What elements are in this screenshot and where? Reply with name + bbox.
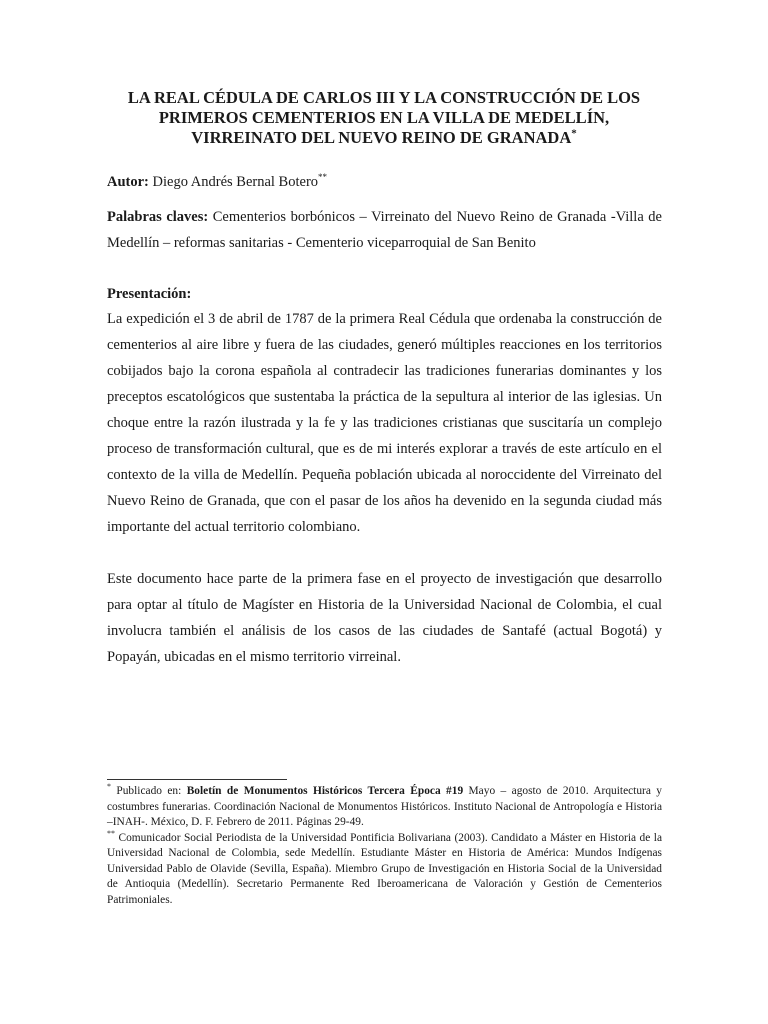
- keywords-label: Palabras claves:: [107, 209, 209, 225]
- body-paragraph-2: Este documento hace parte de la primera fase en el proyecto de investigación que desarrollo para optar al título de Magíster en Historia de la Universidad Nacional de Colombia, el cual involucra también el análisis de los casos de las ciudades de Santafé (actual Bogotá) y Popayán, ubicadas en el mismo territorio virreinal.: [107, 571, 662, 665]
- footnote-divider: [107, 779, 287, 780]
- footnote-1-mark: *: [107, 782, 111, 792]
- footnote-1-publication: Boletín de Monumentos Históricos Tercera Época #19: [186, 785, 464, 797]
- title-line-1: LA REAL CÉDULA DE CARLOS III Y LA CONSTRUCCIÓN DE LOS: [127, 88, 641, 107]
- author-label: Autor:: [107, 174, 149, 190]
- keywords: [107, 204, 662, 256]
- title-line-3: [96, 128, 672, 148]
- title-line-3-text: VIRREINATO DEL NUEVO REINO DE GRANADA: [191, 128, 572, 147]
- document-title: [96, 88, 672, 148]
- title-line-2: PRIMEROS CEMENTERIOS EN LA VILLA DE MEDELLÍN,: [158, 108, 610, 127]
- footnote-2: [107, 828, 662, 909]
- footnotes: [107, 784, 662, 908]
- author-footnote-mark: **: [318, 172, 328, 183]
- footnote-2-text: Comunicador Social Periodista de la Universidad Pontificia Bolivariana (2003). Candidato a Máster en Historia de la Universidad Nacional de Colombia, sede Medellín. Estudiante Máster en Historia de América: Mundos Indígenas Universidad Pablo de Olavide (Sevilla, España). Miembro Grupo de Investigación en Historia Social de la Universidad de Antioquia (Medellín). Secretario Permanente Red Iberoamericana de Valoración y Gestión de Cementerios Patrimoniales.: [107, 831, 662, 906]
- footnote-1-text: Mayo – agosto de 2010. Arquitectura y costumbres funerarias. Coordinación Nacional de Monumentos Históricos. Instituto Nacional de Antropología e Historia –INAH-. México, D. F. Febrero de 2011. Páginas 29-49.: [107, 785, 662, 828]
- footnote-1: [107, 784, 662, 831]
- keywords-text: Cementerios borbónicos – Virreinato del Nuevo Reino de Granada -Villa de Medellín – reformas sanitarias - Cementerio viceparroquial de San Benito: [107, 209, 662, 251]
- footnote-1-prefix: Publicado en:: [111, 785, 187, 797]
- title-footnote-mark: *: [571, 127, 577, 140]
- section-heading: Presentación:: [107, 286, 192, 302]
- footnote-2-mark: **: [107, 828, 115, 838]
- author-name: Diego Andrés Bernal Botero: [148, 174, 319, 190]
- author-line: [107, 172, 327, 192]
- body-paragraph-1: La expedición el 3 de abril de 1787 de la primera Real Cédula que ordenaba la construcción de cementerios al aire libre y fuera de las ciudades, generó múltiples reacciones en los territorios cobijados bajo la corona española al contradecir las tradiciones funerarias dominantes y los preceptos escatológicos que sustentaba la práctica de la sepultura al interior de las iglesias. Un choque entre la razón ilustrada y la fe y las tradiciones cristianas que suscitaría un complejo proceso de transformación cultural, que es de mi interés explorar a través de este artículo en el contexto de la villa de Medellín. Pequeña población ubicada al noroccidente del Virreinato del Nuevo Reino de Granada, que con el pasar de los años ha devenido en la segunda ciudad más importante del actual territorio colombiano.: [107, 311, 662, 535]
